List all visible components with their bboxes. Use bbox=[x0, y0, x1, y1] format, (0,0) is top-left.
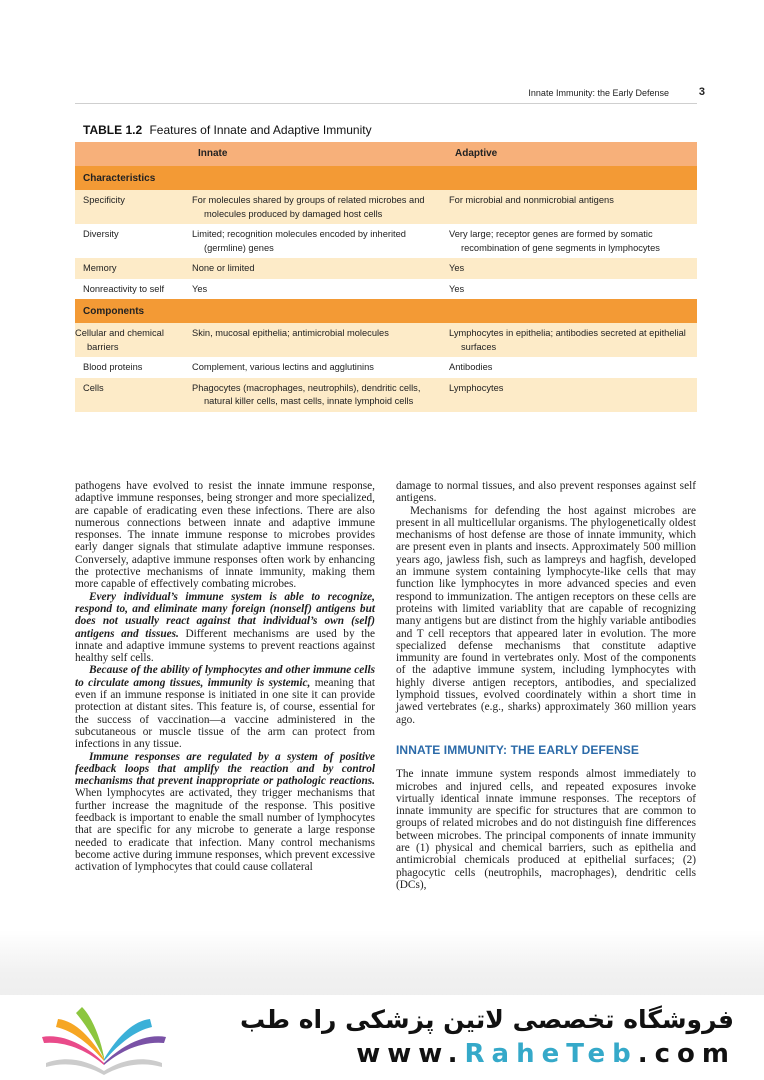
url-brand: RaheTeb bbox=[464, 1039, 638, 1069]
innate-cell: Skin, mucosal epithelia; antimicrobial molecules bbox=[192, 323, 449, 357]
adaptive-cell: Lymphocytes in epithelia; antibodies secreted at epithelial surfaces bbox=[449, 323, 697, 357]
url-suffix: .com bbox=[637, 1039, 736, 1069]
paragraph: The innate immune system responds almost immediately to microbes and injured cells, and repeated exposures invoke virtually identical innate immune responses. The receptors of innate immunity are specific for structures that are common to groups of related microbes and do not distinguish fine differences between microbes. The principal components of innate immunity are (1) physical and chemical barriers, such as epithelia and antimicrobial chemicals produced at epithelial surfaces; (2) phagocytic cells (neutrophils, macrophages), dendritic cells (DCs), bbox=[396, 768, 696, 891]
feature-cell: Memory bbox=[75, 258, 192, 279]
table-row bbox=[75, 323, 697, 357]
innate-cell: Phagocytes (macrophages, neutrophils), dendritic cells, natural killer cells, mast cells, innate lymphoid cells bbox=[192, 378, 449, 412]
feature-cell: Blood proteins bbox=[75, 357, 192, 378]
store-name: فروشگاه تخصصی لاتین پزشکی راه طب bbox=[239, 1005, 734, 1034]
paragraph: pathogens have evolved to resist the innate immune response, adaptive immune responses, being stronger and more specialized, are capable of eradicating even these infections. There are also numerous connections between innate and adaptive immune responses. The innate immune response to microbes provides early danger signals that stimulate adaptive immune responses. Conversely, adaptive immune responses often work by enhancing the protective mechanisms of innate immunity, making them more capable of effectively combating microbes. bbox=[75, 480, 375, 591]
page-fade bbox=[0, 930, 764, 1000]
table-row bbox=[75, 258, 697, 279]
table-label: TABLE 1.2 bbox=[83, 123, 143, 137]
feature-cell: Nonreactivity to self bbox=[75, 279, 192, 300]
body-column-right bbox=[396, 480, 696, 891]
logo-base bbox=[46, 1059, 162, 1075]
section-heading: Components bbox=[75, 299, 697, 323]
feature-cell: Specificity bbox=[75, 190, 192, 224]
paragraph: Mechanisms for defending the host against microbes are present in all multicellular organisms. The phylogenetically oldest mechanisms of host defense are those of innate immunity, which are present even in plants and insects. Approximately 500 million years ago, jawless fish, such as lampreys and hagfish, developed an immune system containing lymphocyte-like cells that may function like lymphocytes in more advanced species and even respond to immunization. The antigen receptors on these cells are proteins with limited variablity that are capable of recognizing many antigens but are distinct from the highly variable antibodies and T cell receptors that appeared later in evolution. The more specialized defense mechanisms that constitute adaptive immunity are found in vertebrates only. Most of the components of the adaptive immune system, including lymphocytes with highly diverse antigen receptors, antibodies, and specialized lymphoid tissues, evolved coordinately within a short time in jawed vertebrates (e.g., sharks) approximately 360 million years ago. bbox=[396, 504, 696, 726]
emphasis-text: Immune responses are regulated by a system of positive feedback loops that amplify the reaction and by control mechanisms that prevent inappropriate or pathologic reactions. bbox=[75, 750, 375, 788]
paragraph bbox=[75, 664, 375, 750]
section-heading: Characteristics bbox=[75, 166, 697, 190]
adaptive-cell: Yes bbox=[449, 258, 697, 279]
url-prefix: www. bbox=[356, 1039, 465, 1069]
table-row bbox=[75, 190, 697, 224]
innate-cell: Limited; recognition molecules encoded by inherited (germline) genes bbox=[192, 224, 449, 258]
running-head bbox=[75, 86, 705, 104]
header-cell-feature bbox=[75, 142, 192, 166]
page-number: 3 bbox=[698, 86, 705, 98]
emphasis-text: Because of the ability of lymphocytes and other immune cells to circulate among tissues, immunity is systemic, bbox=[75, 664, 375, 689]
feature-cell: Cells bbox=[75, 378, 192, 412]
table-title: Features of Innate and Adaptive Immunity bbox=[149, 123, 372, 137]
features-table bbox=[75, 142, 697, 412]
watermark-footer bbox=[0, 995, 764, 1080]
paragraph bbox=[75, 591, 375, 665]
section-heading: INNATE IMMUNITY: THE EARLY DEFENSE bbox=[396, 742, 639, 757]
innate-cell: Complement, various lectins and agglutinins bbox=[192, 357, 449, 378]
paragraph: damage to normal tissues, and also prevent responses against self antigens. bbox=[396, 480, 696, 505]
open-book-logo-icon bbox=[38, 1003, 170, 1075]
innate-cell: None or limited bbox=[192, 258, 449, 279]
header-cell-innate: Innate bbox=[192, 142, 449, 166]
emphasis-text: Every individual’s immune system is able to recognize, respond to, and eliminate many foreign (nonself) antigens but does not usually react against that individual’s own (self) antigens and tissues. bbox=[75, 590, 375, 640]
adaptive-cell: Antibodies bbox=[449, 357, 697, 378]
paragraph-text: When lymphocytes are activated, they trigger mechanisms that further increase the magnitude of the response. This positive feedback is important to enable the small number of lymphocytes that are specific for any microbe to generate a large response needed to eradicate that infection. Many control mechanisms become active during immune responses, which prevent excessive activation of lymphocytes that could cause collateral bbox=[75, 787, 375, 874]
table-caption bbox=[83, 123, 372, 137]
innate-cell: Yes bbox=[192, 279, 449, 300]
paragraph-text: meaning that even if an immune response is initiated in one site it can provide protection at distant sites. This feature is, of course, essential for the success of vaccination—a vaccine administered in the subcutaneous or muscle tissue of the arm can protect from infections in any tissue. bbox=[75, 676, 375, 751]
table-row bbox=[75, 224, 697, 258]
adaptive-cell: Very large; receptor genes are formed by somatic recombination of gene segments in lymphocytes bbox=[449, 224, 697, 258]
innate-cell: For molecules shared by groups of related microbes and molecules produced by damaged host cells bbox=[192, 190, 449, 224]
table-row bbox=[75, 357, 697, 378]
table-row bbox=[75, 378, 697, 412]
paragraph bbox=[75, 751, 375, 874]
table-row bbox=[75, 279, 697, 300]
running-head-title: Innate Immunity: the Early Defense bbox=[528, 88, 669, 98]
adaptive-cell: Lymphocytes bbox=[449, 378, 697, 412]
table-header-row bbox=[75, 142, 697, 166]
section-row-components bbox=[75, 299, 697, 323]
store-url bbox=[356, 1039, 736, 1069]
header-cell-adaptive: Adaptive bbox=[449, 142, 697, 166]
body-column-left bbox=[75, 480, 375, 874]
section-row-characteristics bbox=[75, 166, 697, 190]
adaptive-cell: For microbial and nonmicrobial antigens bbox=[449, 190, 697, 224]
feature-cell: Cellular and chemical barriers bbox=[75, 323, 192, 357]
paragraph-text: Different mechanisms are used by the innate and adaptive immune systems to prevent reactions against healthy self cells. bbox=[75, 627, 375, 665]
feature-cell: Diversity bbox=[75, 224, 192, 258]
adaptive-cell: Yes bbox=[449, 279, 697, 300]
